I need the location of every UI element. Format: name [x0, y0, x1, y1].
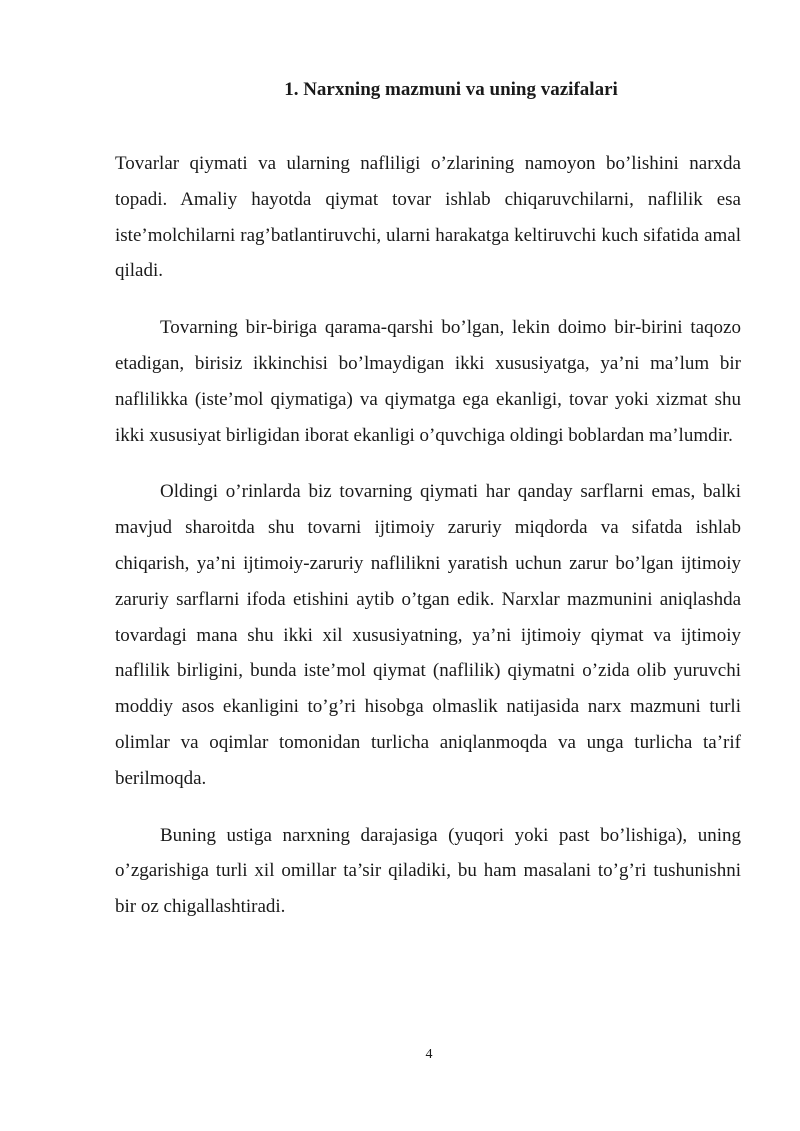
page-number: 4: [425, 1047, 433, 1062]
body-text: [115, 146, 741, 946]
paragraph-2: Tovarning bir-biriga qarama-qarshi bo’lgan, lekin doimo bir-birini taqozo etadigan, birisiz ikkinchisi bo’lmaydigan ikki xususiyatga, ya’ni ma’lum bir naflilikka (iste’mol qiymatiga) va qiymatga ega ekanligi, tovar yoki xizmat shu ikki xususiyat birligidan iborat ekanligi o’quvchiga oldingi boblardan ma’lumdir.: [115, 317, 741, 446]
paragraph-3: Oldingi o’rinlarda biz tovarning qiymati har qanday sarflarni emas, balki mavjud sharoitda shu tovarni ijtimoiy zaruriy miqdorda va sifatda ishlab chiqarish, ya’ni ijtimoiy-zaruriy naflilikni yaratish uchun zarur bo’lgan ijtimoiy zaruriy sarflarni ifoda etishini aytib o’tgan edik. Narxlar mazmunini aniqlashda tovardagi mana shu ikki xil xususiyatning, ya’ni ijtimoiy qiymat va ijtimoiy naflilik birligini, bunda iste’mol qiymat (naflilik) qiymatni o’zida olib yuruvchi moddiy asos ekanligini to’g’ri hisobga olmaslik natijasida narx mazmuni turli olimlar va oqimlar tomonidan turlicha aniqlanmoqda va unga turlicha ta’rif berilmoqda.: [115, 481, 741, 789]
paragraph-1: Tovarlar qiymati va ularning nafliligi o’zlarining namoyon bo’lishini narxda topadi. Amaliy hayotda qiymat tovar ishlab chiqaruvchilarni, naflilik esa iste’molchilarni rag’batlantiruvchi, ularni harakatga keltiruvchi kuch sifatida amal qiladi.: [115, 153, 741, 282]
section-title: 1. Narxning mazmuni va uning vazifalari: [284, 79, 618, 100]
paragraph-4: Buning ustiga narxning darajasiga (yuqori yoki past bo’lishiga), uning o’zgarishiga turli xil omillar ta’sir qiladiki, bu ham masalani to’g’ri tushunishni bir oz chigallashtiradi.: [115, 824, 741, 918]
